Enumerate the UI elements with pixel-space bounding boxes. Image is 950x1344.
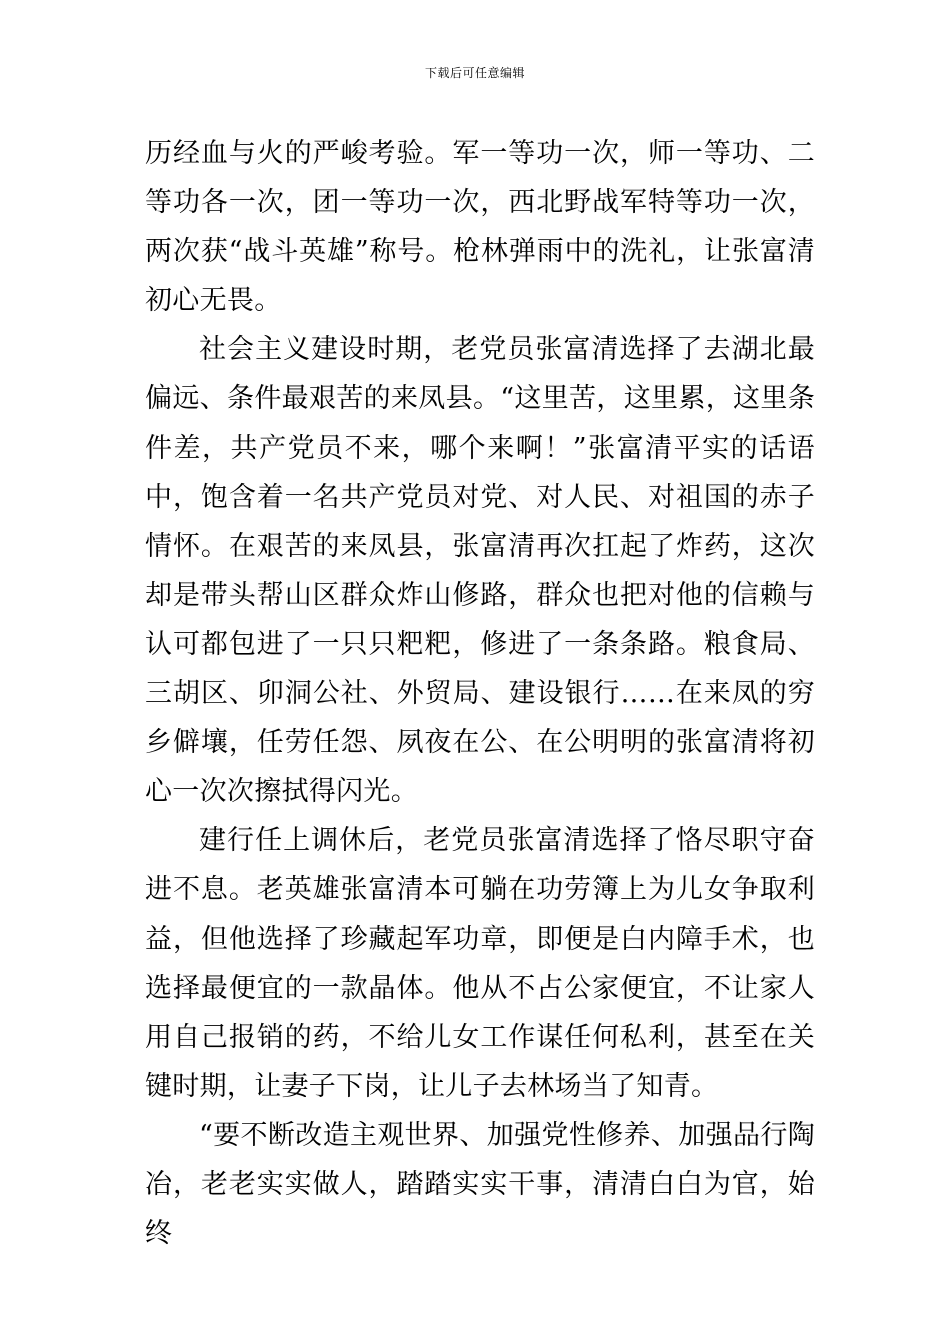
document-body [145,129,815,1258]
paragraph-3: 建行任上调休后，老党员张富清选择了恪尽职守奋进不息。老英雄张富清本可躺在功劳簿上为儿女争取利益，但他选择了珍藏起军功章，即便是白内障手术，也选择最便宜的一款晶体。他从不占公家便宜，不让家人用自己报销的药，不给儿女工作谋任何私利，甚至在关键时期，让妻子下岗，让儿子去林场当了知青。 [145,825,815,1102]
paragraph-1: 历经血与火的严峻考验。军一等功一次，师一等功、二等功各一次，团一等功一次，西北野战军特等功一次，两次获“战斗英雄”称号。枪林弹雨中的洗礼，让张富清初心无畏。 [145,138,815,317]
page-header-note: 下载后可任意编辑 [424,66,525,80]
paragraph-4: “要不断改造主观世界、加强党性修养、加强品行陶冶，老老实实做人，踏踏实实干事，清清白白为官，始终 [145,1119,815,1250]
paragraph-2: 社会主义建设时期，老党员张富清选择了去湖北最偏远、条件最艰苦的来凤县。“这里苦，这里累，这里条件差，共产党员不来，哪个来啊！”张富清平实的话语中，饱含着一名共产党员对党、对人民、对祖国的赤子情怀。在艰苦的来凤县，张富清再次扛起了炸药，这次却是带头帮山区群众炸山修路，群众也把对他的信赖与认可都包进了一只只粑粑，修进了一条条路。粮食局、三胡区、卯洞公社、外贸局、建设银行……在来凤的穷乡僻壤，任劳任怨、夙夜在公、在公明明的张富清将初心一次次擦拭得闪光。 [145,334,815,808]
